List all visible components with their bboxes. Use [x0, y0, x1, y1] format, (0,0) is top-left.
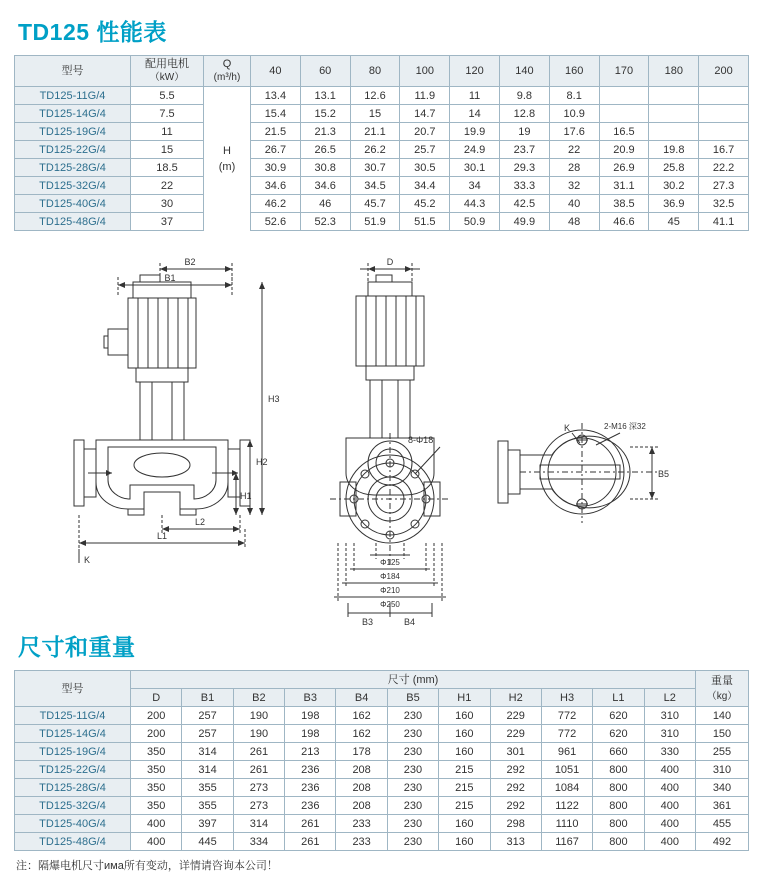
cell-b4: 162 — [336, 707, 387, 725]
cell-b3: 198 — [285, 707, 336, 725]
cell-l1: 800 — [593, 779, 644, 797]
cell-head-symbol — [204, 87, 251, 231]
cell-head-120: 50.9 — [450, 213, 500, 231]
cell-head-80: 26.2 — [350, 141, 400, 159]
label-k-plan: K — [564, 423, 571, 433]
table-row — [15, 195, 749, 213]
cell-head-120: 44.3 — [450, 195, 500, 213]
cell-h3: 1084 — [541, 779, 592, 797]
table-header-row — [15, 56, 749, 87]
cell-l1: 800 — [593, 833, 644, 851]
cell-b1: 355 — [182, 779, 233, 797]
cell-l1: 800 — [593, 761, 644, 779]
table-row — [15, 105, 749, 123]
col-flow-120: 120 — [450, 56, 500, 87]
cell-head-80: 51.9 — [350, 213, 400, 231]
col-power — [131, 56, 204, 87]
cell-head-120: 14 — [450, 105, 500, 123]
cell-head-180 — [649, 87, 699, 105]
label-b5: B5 — [658, 469, 670, 479]
cell-head-170: 26.9 — [599, 159, 649, 177]
cell-d: 350 — [131, 743, 182, 761]
cell-b5: 230 — [387, 779, 438, 797]
cell-head-200: 41.1 — [699, 213, 749, 231]
table-row — [15, 87, 749, 105]
cell-head-140: 23.7 — [499, 141, 549, 159]
cell-head-40: 46.2 — [251, 195, 301, 213]
cell-h1: 160 — [439, 707, 490, 725]
cell-head-60: 26.5 — [300, 141, 350, 159]
cell-h2: 229 — [490, 707, 541, 725]
cell-weight: 361 — [696, 797, 749, 815]
cell-power: 11 — [131, 123, 204, 141]
col-h2: H2 — [490, 689, 541, 707]
performance-table — [14, 55, 749, 231]
col-weight-unit: （kg） — [706, 690, 738, 702]
performance-table-head — [15, 56, 749, 87]
col-flow-100: 100 — [400, 56, 450, 87]
cell-head-140: 19 — [499, 123, 549, 141]
cell-b5: 230 — [387, 815, 438, 833]
cell-head-140: 29.3 — [499, 159, 549, 177]
table-row — [15, 815, 749, 833]
cell-b4: 162 — [336, 725, 387, 743]
cell-h3: 961 — [541, 743, 592, 761]
cell-power: 22 — [131, 177, 204, 195]
cell-power: 5.5 — [131, 87, 204, 105]
cell-l1: 800 — [593, 815, 644, 833]
cell-b1: 355 — [182, 797, 233, 815]
view-front — [74, 257, 280, 565]
cell-b1: 445 — [182, 833, 233, 851]
cell-h1: 160 — [439, 833, 490, 851]
cell-head-80: 21.1 — [350, 123, 400, 141]
cell-head-200: 27.3 — [699, 177, 749, 195]
cell-head-60: 21.3 — [300, 123, 350, 141]
col-b2: B2 — [233, 689, 284, 707]
performance-table-body — [15, 87, 749, 231]
cell-model: TD125-11G/4 — [15, 87, 131, 105]
cell-h2: 292 — [490, 797, 541, 815]
table-row — [15, 833, 749, 851]
cell-b1: 257 — [182, 707, 233, 725]
cell-head-200: 22.2 — [699, 159, 749, 177]
cell-head-120: 24.9 — [450, 141, 500, 159]
cell-b5: 230 — [387, 761, 438, 779]
page-title-performance: TD125 性能表 — [18, 19, 167, 45]
cell-b2: 273 — [233, 797, 284, 815]
view-plan — [498, 422, 669, 523]
cell-d: 400 — [131, 833, 182, 851]
cell-head-40: 13.4 — [251, 87, 301, 105]
cell-h3: 1051 — [541, 761, 592, 779]
cell-model: TD125-40G/4 — [15, 815, 131, 833]
table-row — [15, 797, 749, 815]
cell-d: 200 — [131, 725, 182, 743]
cell-head-40: 21.5 — [251, 123, 301, 141]
label-h3: H3 — [268, 394, 280, 404]
cell-l1: 620 — [593, 725, 644, 743]
label-b3: B3 — [362, 617, 374, 627]
table-row — [15, 141, 749, 159]
col-model: 型号 — [15, 671, 131, 707]
col-h3: H3 — [541, 689, 592, 707]
cell-h1: 215 — [439, 797, 490, 815]
col-flow-60: 60 — [300, 56, 350, 87]
cell-head-40: 34.6 — [251, 177, 301, 195]
label-b1: B1 — [164, 273, 176, 283]
cell-weight: 340 — [696, 779, 749, 797]
drawing-svg — [0, 237, 763, 627]
cell-h2: 292 — [490, 761, 541, 779]
cell-head-180: 25.8 — [649, 159, 699, 177]
cell-l2: 310 — [644, 725, 695, 743]
cell-l2: 330 — [644, 743, 695, 761]
cell-l2: 400 — [644, 815, 695, 833]
cell-power: 37 — [131, 213, 204, 231]
cell-power: 18.5 — [131, 159, 204, 177]
cell-head-80: 45.7 — [350, 195, 400, 213]
cell-h3: 1110 — [541, 815, 592, 833]
cell-head-160: 40 — [549, 195, 599, 213]
cell-model: TD125-11G/4 — [15, 707, 131, 725]
label-h1: H1 — [240, 491, 252, 501]
cell-head-180: 45 — [649, 213, 699, 231]
cell-head-40: 15.4 — [251, 105, 301, 123]
cell-b2: 334 — [233, 833, 284, 851]
col-l2: L2 — [644, 689, 695, 707]
cell-head-200 — [699, 105, 749, 123]
cell-b5: 230 — [387, 743, 438, 761]
cell-h1: 160 — [439, 815, 490, 833]
cell-b3: 236 — [285, 779, 336, 797]
label-phi250: Φ250 — [380, 600, 400, 609]
cell-model: TD125-14G/4 — [15, 105, 131, 123]
col-l1: L1 — [593, 689, 644, 707]
col-weight-label: 重量 — [711, 674, 733, 687]
label-l2: L2 — [194, 517, 206, 527]
label-phi184: Φ184 — [380, 572, 400, 581]
cell-b2: 261 — [233, 743, 284, 761]
cell-b4: 208 — [336, 761, 387, 779]
cell-head-160: 10.9 — [549, 105, 599, 123]
cell-model: TD125-14G/4 — [15, 725, 131, 743]
cell-head-100: 14.7 — [400, 105, 450, 123]
cell-l2: 400 — [644, 797, 695, 815]
col-flow-200: 200 — [699, 56, 749, 87]
col-weight — [696, 671, 749, 707]
cell-b1: 397 — [182, 815, 233, 833]
page-title-dimensions: 尺寸和重量 — [18, 634, 136, 660]
col-h1: H1 — [439, 689, 490, 707]
cell-b3: 236 — [285, 761, 336, 779]
label-holes: 8-Φ18 — [408, 435, 434, 445]
cell-head-160: 32 — [549, 177, 599, 195]
col-power-unit: （kW） — [149, 72, 185, 83]
col-group-size: 尺寸 (mm) — [131, 671, 696, 689]
cell-h3: 772 — [541, 725, 592, 743]
cell-h3: 1122 — [541, 797, 592, 815]
cell-weight: 455 — [696, 815, 749, 833]
cell-b4: 208 — [336, 797, 387, 815]
cell-head-120: 19.9 — [450, 123, 500, 141]
cell-h1: 160 — [439, 725, 490, 743]
cell-head-60: 46 — [300, 195, 350, 213]
col-flow-170: 170 — [599, 56, 649, 87]
cell-head-60: 52.3 — [300, 213, 350, 231]
cell-d: 350 — [131, 779, 182, 797]
cell-b2: 190 — [233, 707, 284, 725]
label-bolt: 2-M16 深32 — [604, 422, 646, 431]
view-side — [330, 257, 450, 627]
cell-h3: 1167 — [541, 833, 592, 851]
cell-power: 30 — [131, 195, 204, 213]
label-b2: B2 — [184, 257, 196, 267]
cell-b3: 261 — [285, 815, 336, 833]
col-flow-180: 180 — [649, 56, 699, 87]
cell-b1: 257 — [182, 725, 233, 743]
cell-model: TD125-19G/4 — [15, 743, 131, 761]
label-l1: L1 — [156, 531, 168, 541]
cell-head-160: 22 — [549, 141, 599, 159]
cell-head-180: 30.2 — [649, 177, 699, 195]
cell-head-140: 12.8 — [499, 105, 549, 123]
cell-l2: 400 — [644, 833, 695, 851]
cell-head-160: 17.6 — [549, 123, 599, 141]
cell-head-100: 20.7 — [400, 123, 450, 141]
table-row — [15, 707, 749, 725]
cell-weight: 255 — [696, 743, 749, 761]
footnote: 注：隔爆电机尺寸има所有变动，详情请咨询本公司！ — [16, 860, 278, 872]
cell-h1: 215 — [439, 779, 490, 797]
cell-l2: 400 — [644, 761, 695, 779]
col-d: D — [131, 689, 182, 707]
table-row — [15, 123, 749, 141]
cell-h1: 160 — [439, 743, 490, 761]
cell-b4: 178 — [336, 743, 387, 761]
cell-l1: 660 — [593, 743, 644, 761]
cell-head-60: 13.1 — [300, 87, 350, 105]
cell-model: TD125-28G/4 — [15, 159, 131, 177]
cell-l1: 800 — [593, 797, 644, 815]
cell-head-120: 30.1 — [450, 159, 500, 177]
label-d: D — [386, 257, 394, 267]
cell-h2: 301 — [490, 743, 541, 761]
cell-h2: 313 — [490, 833, 541, 851]
cell-model: TD125-22G/4 — [15, 761, 131, 779]
cell-b2: 314 — [233, 815, 284, 833]
cell-head-200 — [699, 87, 749, 105]
cell-weight: 150 — [696, 725, 749, 743]
cell-b3: 198 — [285, 725, 336, 743]
cell-head-160: 8.1 — [549, 87, 599, 105]
cell-model: TD125-48G/4 — [15, 833, 131, 851]
dimensions-table — [14, 670, 749, 851]
cell-model: TD125-32G/4 — [15, 797, 131, 815]
cell-l1: 620 — [593, 707, 644, 725]
col-flow-40: 40 — [251, 56, 301, 87]
cell-head-40: 52.6 — [251, 213, 301, 231]
cell-head-100: 51.5 — [400, 213, 450, 231]
cell-l2: 310 — [644, 707, 695, 725]
cell-weight: 310 — [696, 761, 749, 779]
cell-b4: 233 — [336, 815, 387, 833]
cell-head-140: 9.8 — [499, 87, 549, 105]
cell-b5: 230 — [387, 797, 438, 815]
cell-model: TD125-32G/4 — [15, 177, 131, 195]
cell-head-170: 38.5 — [599, 195, 649, 213]
col-flow-label: Q — [222, 58, 232, 70]
col-flow-unit: (m³/h) — [213, 72, 241, 83]
cell-head-170 — [599, 105, 649, 123]
cell-weight: 140 — [696, 707, 749, 725]
cell-head-100: 11.9 — [400, 87, 450, 105]
cell-head-100: 34.4 — [400, 177, 450, 195]
table-row — [15, 725, 749, 743]
cell-h3: 772 — [541, 707, 592, 725]
col-flow-80: 80 — [350, 56, 400, 87]
cell-weight: 492 — [696, 833, 749, 851]
cell-head-80: 12.6 — [350, 87, 400, 105]
table-row — [15, 743, 749, 761]
cell-power: 15 — [131, 141, 204, 159]
cell-head-40: 30.9 — [251, 159, 301, 177]
table-header-row — [15, 671, 749, 689]
cell-head-200: 32.5 — [699, 195, 749, 213]
cell-d: 350 — [131, 761, 182, 779]
label-b4: B4 — [404, 617, 416, 627]
cell-head-180 — [649, 123, 699, 141]
cell-head-180: 19.8 — [649, 141, 699, 159]
label-k-front: K — [84, 555, 91, 565]
cell-d: 400 — [131, 815, 182, 833]
cell-head-160: 28 — [549, 159, 599, 177]
table-row — [15, 213, 749, 231]
cell-head-180 — [649, 105, 699, 123]
cell-b4: 208 — [336, 779, 387, 797]
cell-head-180: 36.9 — [649, 195, 699, 213]
cell-b2: 261 — [233, 761, 284, 779]
cell-d: 350 — [131, 797, 182, 815]
technical-drawing — [0, 237, 763, 627]
cell-head-170 — [599, 87, 649, 105]
cell-h2: 229 — [490, 725, 541, 743]
cell-head-170: 20.9 — [599, 141, 649, 159]
cell-head-170: 46.6 — [599, 213, 649, 231]
head-symbol: H — [223, 144, 231, 157]
col-b3: B3 — [285, 689, 336, 707]
cell-model: TD125-40G/4 — [15, 195, 131, 213]
cell-head-160: 48 — [549, 213, 599, 231]
col-b5: B5 — [387, 689, 438, 707]
cell-model: TD125-48G/4 — [15, 213, 131, 231]
cell-model: TD125-22G/4 — [15, 141, 131, 159]
col-power-label: 配用电机 — [145, 58, 189, 70]
cell-model: TD125-19G/4 — [15, 123, 131, 141]
cell-head-140: 49.9 — [499, 213, 549, 231]
col-flow-140: 140 — [499, 56, 549, 87]
cell-b2: 273 — [233, 779, 284, 797]
table-row — [15, 159, 749, 177]
cell-head-60: 30.8 — [300, 159, 350, 177]
cell-head-200: 16.7 — [699, 141, 749, 159]
cell-head-100: 25.7 — [400, 141, 450, 159]
dimensions-table-body — [15, 707, 749, 851]
cell-b5: 230 — [387, 833, 438, 851]
table-row — [15, 761, 749, 779]
cell-head-200 — [699, 123, 749, 141]
cell-head-100: 45.2 — [400, 195, 450, 213]
dimensions-table-head — [15, 671, 749, 707]
cell-b4: 233 — [336, 833, 387, 851]
label-h2: H2 — [256, 457, 268, 467]
cell-head-170: 16.5 — [599, 123, 649, 141]
cell-b5: 230 — [387, 725, 438, 743]
cell-head-80: 15 — [350, 105, 400, 123]
cell-head-120: 34 — [450, 177, 500, 195]
cell-b3: 261 — [285, 833, 336, 851]
cell-l2: 400 — [644, 779, 695, 797]
cell-b3: 236 — [285, 797, 336, 815]
cell-b1: 314 — [182, 743, 233, 761]
col-b4: B4 — [336, 689, 387, 707]
cell-head-120: 11 — [450, 87, 500, 105]
cell-power: 7.5 — [131, 105, 204, 123]
cell-h1: 215 — [439, 761, 490, 779]
label-phi125: Φ125 — [380, 558, 400, 567]
cell-b2: 190 — [233, 725, 284, 743]
cell-b5: 230 — [387, 707, 438, 725]
table-row — [15, 177, 749, 195]
cell-h2: 292 — [490, 779, 541, 797]
cell-head-170: 31.1 — [599, 177, 649, 195]
cell-head-100: 30.5 — [400, 159, 450, 177]
cell-head-60: 15.2 — [300, 105, 350, 123]
cell-h2: 298 — [490, 815, 541, 833]
cell-head-80: 34.5 — [350, 177, 400, 195]
cell-d: 200 — [131, 707, 182, 725]
cell-head-60: 34.6 — [300, 177, 350, 195]
col-model: 型号 — [15, 56, 131, 87]
cell-model: TD125-28G/4 — [15, 779, 131, 797]
cell-head-80: 30.7 — [350, 159, 400, 177]
cell-head-140: 33.3 — [499, 177, 549, 195]
col-flow-160: 160 — [549, 56, 599, 87]
table-row — [15, 779, 749, 797]
col-b1: B1 — [182, 689, 233, 707]
cell-head-40: 26.7 — [251, 141, 301, 159]
label-phi210: Φ210 — [380, 586, 400, 595]
cell-b3: 213 — [285, 743, 336, 761]
head-unit: (m) — [218, 160, 236, 173]
col-flow — [204, 56, 251, 87]
cell-b1: 314 — [182, 761, 233, 779]
cell-head-140: 42.5 — [499, 195, 549, 213]
